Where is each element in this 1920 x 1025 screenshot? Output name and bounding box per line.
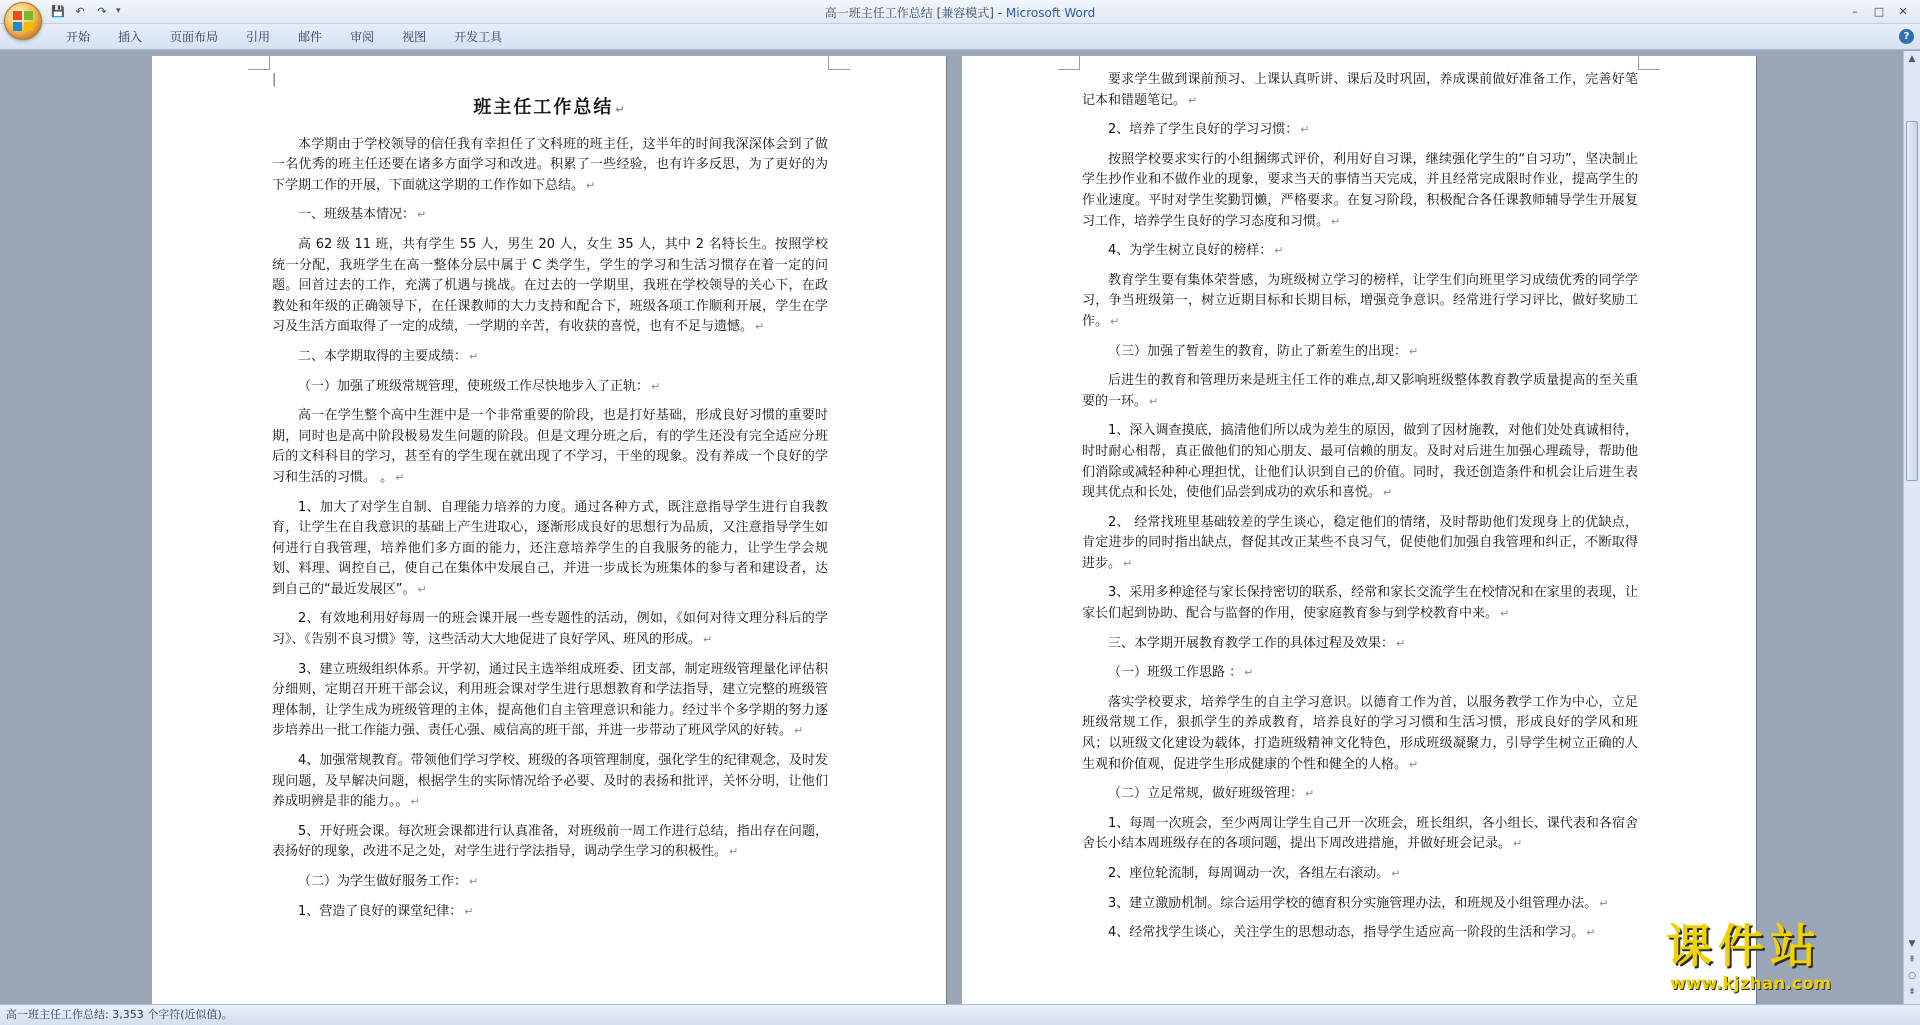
watermark-logo-text: 课件站 [1666,919,1822,973]
left-page-text[interactable] [272,70,828,931]
text-cursor: | [272,72,277,87]
watermark-url: www.kjzhan.com [1670,974,1832,994]
undo-icon[interactable]: ↶ [75,4,85,18]
app-name: Microsoft Word [1005,6,1096,20]
tab-home[interactable]: 开始 [66,30,91,44]
margin-corner-mark [828,56,850,70]
paragraph: 5、开好班会课。每次班会课都进行认真准备，对班级前一周工作进行总结，指出存在问题，表扬好的现象，改进不足之处，对学生进行学法指导，调动学生学习的积极性。 ↵ [272,823,828,860]
scroll-down-icon[interactable]: ▼ [1908,939,1916,949]
paragraph: 二、本学期取得的主要成绩： ↵ [298,348,479,364]
paragraph: 4、为学生树立良好的榜样： ↵ [1108,243,1284,259]
margin-corner-mark [248,56,270,70]
vertical-scrollbar[interactable] [1903,51,1920,1004]
next-page-icon[interactable]: ⇟ [1908,987,1916,997]
margin-corner-mark [1058,56,1080,70]
minimize-button[interactable]: – [1852,4,1858,18]
paragraph: 高 62 级 11 班，共有学生 55 人，男生 20 人，女生 35 人，其中 2 名特长生。按照学校统一分配，我班学生在高一整体分层中属于 C 类学生，学生的学习和生活习惯存在着一定的问题。回首过去的工作，充满了机遇与挑战。在过去的一学期里，我班在学校领导的关心下，在政教处和年级的正确领导下，在任课教师的大力支持和配合下，班级各项工作顺利开展，学生在学习及生活方面取得了一定的成绩，一学期的辛苦，有收获的喜悦，也有不足与遗憾。 ↵ [272,236,828,335]
qat-customize-icon[interactable]: ▾ [116,6,121,16]
tab-view[interactable]: 视图 [402,30,427,44]
redo-icon[interactable]: ↷ [97,4,107,18]
right-page-text[interactable] [1082,70,1638,953]
paragraph: 1、营造了良好的课堂纪律： ↵ [298,903,474,919]
paragraph: （二）为学生做好服务工作： ↵ [298,874,479,889]
tab-review[interactable]: 审阅 [350,30,375,44]
paragraph: 要求学生做到课前预习、上课认真听讲、课后及时巩固，养成课前做好准备工作，完善好笔记本和错题笔记。 ↵ [1082,72,1638,108]
title-bar [0,0,1920,24]
paragraph: （三）加强了暂差生的教育，防止了新差生的出现： ↵ [1108,343,1419,359]
tab-page-layout[interactable]: 页面布局 [170,30,219,44]
paragraph: 教育学生要有集体荣誉感，为班级树立学习的榜样，让学生们向班里学习成绩优秀的同学学习，争当班级第一，树立近期目标和长期目标，增强竞争意识。经常进行学习评比，做好奖励工作。 ↵ [1082,272,1638,329]
office-button[interactable] [4,2,42,40]
paragraph: （二）立足常规，做好班级管理： ↵ [1108,786,1315,802]
close-button[interactable]: ✕ [1898,4,1908,18]
right-paragraphs [1082,70,1638,944]
paragraph: 1、加大了对学生自制、自理能力培养的力度。通过各种方式，既注意指导学生进行自我教育，让学生在自我意识的基础上产生进取心，逐渐形成良好的思想行为品质，又注意指导学生如何进行自我管理，培养他们多方面的能力，还注意培养学生的自我服务的能力，让学生学会规划、料理、调控自己，使自己在集体中发展自己，并进一步成长为班集体的参与者和建设者，达到自己的“最近发展区”。 ↵ [272,499,828,597]
paragraph: 3、建立班级组织体系。开学初，通过民主选举组成班委、团支部，制定班级管理量化评估积分细则，定期召开班干部会议，利用班会课对学生进行思想教育和学法指导，建立完整的班级管理体制，让学生成为班级管理的主体，提高他们自主管理意识和能力。经过半个多学期的努力逐步培养出一批工作能力强、责任心强、威信高的班干部，并进一步带动了班风学风的好转。 ↵ [272,661,828,739]
document-area [0,51,1903,1004]
paragraph: 2、培养了学生良好的学习习惯： ↵ [1108,122,1310,138]
paragraph: 3、建立激励机制。综合运用学校的德育积分实施管理办法，和班规及小组管理办法。 ↵ [1108,895,1609,911]
paragraph: 2、 经常找班里基础较差的学生谈心，稳定他们的情绪，及时帮助他们发现身上的优缺点，肯定进步的同时指出缺点，督促其改正某些不良习气，促使他们加强自我管理和纠正，不断取得进步。 ↵ [1082,514,1638,571]
tab-developer[interactable]: 开发工具 [454,30,503,44]
paragraph: 高一在学生整个高中生涯中是一个非常重要的阶段，也是打好基础，形成良好习惯的重要时期，同时也是高中阶段极易发生问题的阶段。但是文理分班之后，有的学生还没有完全适应分班后的文科科目的学习，甚至有的学生现在就出现了不学习，干坐的现象。没有养成一个良好的学习和生活的习惯。 。 ↵ [272,408,828,485]
paragraph: 4、经常找学生谈心，关注学生的思想动态，指导学生适应高一阶段的生活和学习。 ↵ [1108,925,1596,941]
paragraph: （一）班级工作思路 ： ↵ [1108,665,1254,681]
paragraph: 4、加强常规教育。带领他们学习学校、班级的各项管理制度，强化学生的纪律观念，及时发现问题，及早解决问题，根据学生的实际情况给予必要、及时的表扬和批评，关怀分明，让他们养成明辨是非的能力。。 ↵ [272,753,828,810]
help-icon[interactable]: ? [1899,29,1914,44]
document-title: 高一班主任工作总结 [兼容模式] - [824,6,1006,20]
previous-page-icon[interactable]: ⇞ [1908,955,1916,965]
paragraph: 1、每周一次班会，至少两周让学生自己开一次班会，班长组织，各小组长、课代表和各宿舍舍长小结本周班级存在的各项问题，提出下周改进措施，并做好班会记录。 ↵ [1082,815,1638,852]
tab-mailings[interactable]: 邮件 [298,30,323,44]
status-bar [0,1004,1920,1025]
paragraph: 一、班级基本情况： ↵ [298,207,427,223]
tab-insert[interactable]: 插入 [118,30,143,44]
left-paragraphs [272,135,828,923]
margin-corner-mark [1638,56,1660,70]
paragraph: 2、有效地利用好每周一的班会课开展一些专题性的活动，例如，《如何对待文理分科后的学习》、《告别不良习惯》等，这些活动大大地促进了良好学风、班风的形成。 ↵ [272,611,828,648]
page-right[interactable] [962,56,1756,1004]
paragraph: 2、座位轮流制，每周调动一次，各组左右滚动。 ↵ [1108,866,1401,881]
window-title [0,4,1920,21]
scroll-thumb[interactable] [1906,121,1918,481]
select-browse-object-icon[interactable]: ○ [1908,971,1916,981]
paragraph: 3、采用多种途径与家长保持密切的联系，经常和家长交流学生在校情况和在家里的表现，让家长们起到协助、配合与监督的作用，使家庭教育参与到学校教育中来。 ↵ [1082,585,1638,622]
paragraph: 三、本学期开展教育教学工作的具体过程及效果： ↵ [1108,635,1406,651]
office-logo-icon [13,11,33,31]
ribbon-tabs [0,24,1920,50]
window-controls [1844,2,1914,20]
site-watermark [1666,918,1906,1002]
tab-references[interactable]: 引用 [246,30,271,44]
save-icon[interactable]: 💾 [51,4,65,18]
paragraph: 1、深入调查摸底，搞清他们所以成为差生的原因，做到了因材施教，对他们处处真诚相待，时时耐心相帮，真正做他们的知心朋友、最可信赖的朋友。及时对后进生加强心理疏导，帮助他们消除或减轻种种心理担忧，让他们认识到自己的价值。同时，我还创造条件和机会让后进生表现其优点和长处，使他们品尝到成功的欢乐和喜悦。 ↵ [1082,423,1638,501]
paragraph: 按照学校要求实行的小组捆绑式评价，利用好自习课，继续强化学生的“自习功”，坚决制止学生抄作业和不做作业的现象，要求当天的事情当天完成，并且经常完成限时作业，提高学生的作业速度。平时对学生奖勤罚懒，严格要求。在复习阶段，积极配合各任课教师辅导学生开展复习工作，培养学生良好的学习态度和习惯。 ↵ [1082,151,1638,229]
scroll-up-icon[interactable]: ▲ [1908,54,1916,64]
maximize-button[interactable]: □ [1873,4,1885,18]
word-count-status[interactable]: 高一班主任工作总结: 3,353 个字符(近似值)。 [6,1008,233,1021]
paragraph: 后进生的教育和管理历来是班主任工作的难点,却又影响班级整体教育教学质量提高的至关重要的一环。 ↵ [1082,373,1638,409]
paragraph: 落实学校要求，培养学生的自主学习意识。以德育工作为首，以服务教学工作为中心，立足班级常规工作，狠抓学生的养成教育，培养良好的学习习惯和生活习惯，形成良好的学风和班风；以班级文化建设为载体，打造班级精神文化特色，形成班级凝聚力，引导学生树立正确的人生观和价值观，促进学生形成健康的个性和健全的人格。 ↵ [1082,694,1638,772]
page-left[interactable] [152,56,946,1004]
paragraph: 本学期由于学校领导的信任我有幸担任了文科班的班主任，这半年的时间我深深体会到了做一名优秀的班主任还要在诸多方面学习和改进。积累了一些经验，也有许多反思，为了更好的为下学期工作的开展，下面就这学期的工作作如下总结。 ↵ [272,136,828,193]
document-title-heading: 班主任工作总结 ↵ [473,97,627,118]
paragraph: （一）加强了班级常规管理，使班级工作尽快地步入了正轨： ↵ [298,378,661,394]
